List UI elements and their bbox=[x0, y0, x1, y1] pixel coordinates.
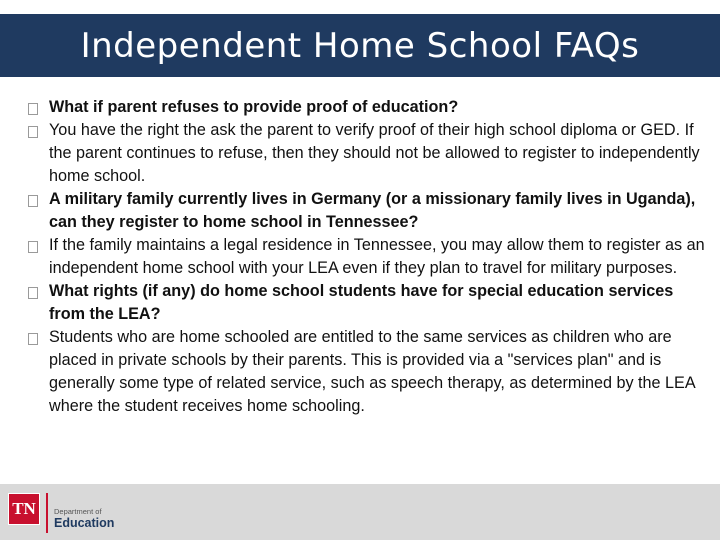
bullet-text: What if parent refuses to provide proof of education? bbox=[49, 98, 459, 116]
square-bullet-icon bbox=[28, 287, 38, 299]
bullet-answer-1 bbox=[28, 119, 708, 188]
bullet-text: What rights (if any) do home school students have for special education services from the LEA? bbox=[49, 282, 674, 323]
bullet-text: Students who are home schooled are entitled to the same services as children who are placed in private schools by their parents. This is provided via a "services plan" and is generally some type of related service, such as speech therapy, as determined by the LEA where the student receives home schooling. bbox=[49, 328, 695, 415]
bullet-question-1 bbox=[28, 96, 708, 119]
logo-name: Education bbox=[54, 516, 115, 530]
bullet-text: If the family maintains a legal residence in Tennessee, you may allow them to register as an independent home school with your LEA even if they plan to travel for military purposes. bbox=[49, 236, 705, 277]
square-bullet-icon bbox=[28, 126, 38, 138]
title-bar bbox=[0, 14, 720, 77]
bullet-question-2 bbox=[28, 188, 708, 234]
logo-text bbox=[54, 493, 114, 530]
logo-dept: Department of bbox=[54, 507, 102, 516]
slide-title: Independent Home School FAQs bbox=[80, 25, 640, 66]
logo-divider bbox=[46, 493, 48, 533]
square-bullet-icon bbox=[28, 333, 38, 345]
square-bullet-icon bbox=[28, 241, 38, 253]
tn-education-logo bbox=[8, 493, 114, 533]
bullet-answer-2 bbox=[28, 234, 708, 280]
bullet-text: A military family currently lives in Germany (or a missionary family lives in Uganda), can they register to home school in Tennessee? bbox=[49, 190, 696, 231]
square-bullet-icon bbox=[28, 103, 38, 115]
bullet-list bbox=[28, 96, 708, 418]
bullet-text: You have the right the ask the parent to verify proof of their high school diploma or GED. If the parent continues to refuse, then they should not be allowed to register to independently home school. bbox=[49, 121, 700, 185]
square-bullet-icon bbox=[28, 195, 38, 207]
bullet-answer-3 bbox=[28, 326, 708, 418]
tn-logo-mark: TN bbox=[8, 493, 40, 525]
bullet-question-3 bbox=[28, 280, 708, 326]
